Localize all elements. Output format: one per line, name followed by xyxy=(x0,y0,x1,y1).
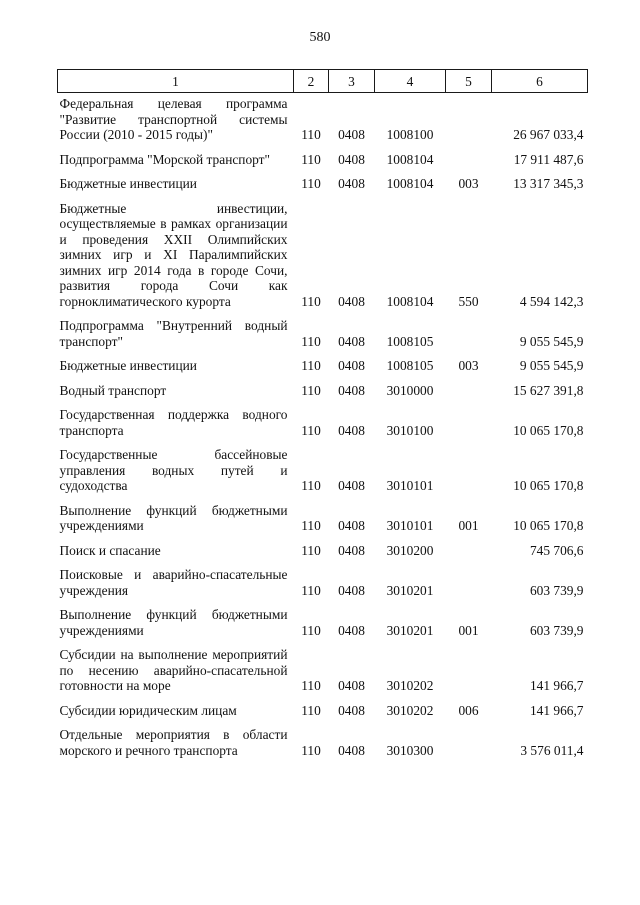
row-amount: 603 739,9 xyxy=(529,582,584,598)
row-code-5 xyxy=(446,640,492,696)
row-description: Федеральная целевая программа "Развитие транспортной системы России (2010 - 2015 годы)" xyxy=(59,96,288,142)
row-description: Бюджетные инвестиции xyxy=(59,358,197,373)
row-description: Субсидии юридическим лицам xyxy=(59,702,237,718)
row-description: Выполнение функций бюджетными учреждениями xyxy=(59,607,288,638)
row-code-3: 0408 xyxy=(338,422,365,438)
row-code-3: 0408 xyxy=(338,382,365,398)
table-row xyxy=(58,169,588,194)
row-amount: 4 594 142,3 xyxy=(519,293,584,309)
row-code-5: 550 xyxy=(458,293,479,309)
row-code-3: 0408 xyxy=(338,151,365,167)
row-amount: 10 065 170,8 xyxy=(513,422,584,438)
header-col-4: 4 xyxy=(375,70,446,93)
row-code-4: 1008104 xyxy=(386,176,434,191)
table-row xyxy=(58,536,588,561)
row-code-2: 110 xyxy=(301,127,321,142)
row-code-4: 1008104 xyxy=(386,293,434,309)
row-description: Государственные бассейновые управления водных путей и судоходства xyxy=(59,447,288,493)
table-row xyxy=(58,720,588,760)
table-row xyxy=(58,351,588,376)
row-code-5 xyxy=(446,93,492,145)
row-code-3: 0408 xyxy=(338,542,365,558)
row-code-5 xyxy=(446,311,492,351)
row-code-4: 3010101 xyxy=(386,478,434,493)
row-amount: 10 065 170,8 xyxy=(513,518,584,533)
row-code-5 xyxy=(446,720,492,760)
row-code-5 xyxy=(446,536,492,561)
header-col-3: 3 xyxy=(329,70,375,93)
row-code-2: 110 xyxy=(301,333,321,349)
table-row xyxy=(58,440,588,496)
row-amount: 17 911 487,6 xyxy=(513,151,584,167)
header-col-2: 2 xyxy=(294,70,329,93)
row-code-3: 0408 xyxy=(338,333,365,349)
row-code-3: 0408 xyxy=(338,702,365,718)
row-code-4: 1008105 xyxy=(386,358,434,373)
row-description: Государственная поддержка водного транспорта xyxy=(59,407,288,438)
row-code-5: 003 xyxy=(458,176,479,191)
row-code-4: 3010100 xyxy=(386,422,434,438)
row-code-2: 110 xyxy=(301,518,321,533)
row-description: Водный транспорт xyxy=(59,382,167,398)
header-col-6: 6 xyxy=(492,70,588,93)
page-number: 580 xyxy=(309,30,331,45)
row-description: Поисковые и аварийно-спасательные учреждения xyxy=(59,567,288,598)
row-amount: 745 706,6 xyxy=(529,542,584,558)
row-code-4: 3010202 xyxy=(386,678,434,693)
row-code-4: 1008105 xyxy=(386,333,434,349)
header-row xyxy=(58,70,588,93)
table-header xyxy=(58,70,588,93)
row-code-3: 0408 xyxy=(338,582,365,598)
row-code-2: 110 xyxy=(301,742,321,758)
row-amount: 141 966,7 xyxy=(529,702,584,718)
row-description: Отдельные мероприятия в области морского и речного транспорта xyxy=(59,727,288,758)
row-code-4: 3010200 xyxy=(386,542,434,558)
row-code-4: 3010000 xyxy=(386,382,434,398)
row-code-2: 110 xyxy=(301,622,321,638)
table-body xyxy=(58,93,588,761)
row-code-5 xyxy=(446,440,492,496)
row-code-5 xyxy=(446,376,492,401)
row-amount: 13 317 345,3 xyxy=(513,176,584,191)
row-code-2: 110 xyxy=(301,422,321,438)
row-code-3: 0408 xyxy=(338,742,365,758)
row-code-2: 110 xyxy=(301,478,321,493)
table-row xyxy=(58,145,588,170)
table-row xyxy=(58,400,588,440)
row-code-4: 3010202 xyxy=(386,702,434,718)
row-code-2: 110 xyxy=(301,542,321,558)
row-description: Бюджетные инвестиции xyxy=(59,176,197,191)
row-amount: 26 967 033,4 xyxy=(513,127,584,142)
row-amount: 9 055 545,9 xyxy=(519,333,584,349)
row-description: Поиск и спасание xyxy=(59,542,161,558)
row-code-4: 3010201 xyxy=(386,622,434,638)
row-code-3: 0408 xyxy=(338,127,365,142)
row-description: Бюджетные инвестиции, осуществляемые в рамках организации и проведения XXII Олимпийских зимних игр и XI Паралимпийских зимних игр 2014 года в городе Сочи, развития города Сочи как горноклиматического курорта xyxy=(59,200,288,309)
row-amount: 603 739,9 xyxy=(529,622,584,638)
row-code-5: 001 xyxy=(458,518,479,533)
row-code-5: 003 xyxy=(458,358,479,373)
row-code-3: 0408 xyxy=(338,358,365,373)
table-row xyxy=(58,496,588,536)
budget-table xyxy=(57,69,588,760)
row-code-5 xyxy=(446,560,492,600)
row-code-2: 110 xyxy=(301,702,321,718)
row-code-2: 110 xyxy=(301,176,321,191)
row-code-4: 3010101 xyxy=(386,518,434,533)
row-description: Субсидии на выполнение мероприятий по несению аварийно-спасательной готовности на море xyxy=(59,647,288,693)
row-amount: 9 055 545,9 xyxy=(519,358,584,373)
row-code-2: 110 xyxy=(301,151,321,167)
table-row xyxy=(58,560,588,600)
row-code-3: 0408 xyxy=(338,293,365,309)
row-code-4: 1008100 xyxy=(386,127,434,142)
row-amount: 15 627 391,8 xyxy=(513,382,584,398)
row-code-2: 110 xyxy=(301,358,321,373)
row-description: Выполнение функций бюджетными учреждениями xyxy=(59,502,288,533)
row-amount: 141 966,7 xyxy=(529,678,584,693)
table-row xyxy=(58,376,588,401)
row-code-3: 0408 xyxy=(338,518,365,533)
row-code-4: 3010300 xyxy=(386,742,434,758)
table-row xyxy=(58,600,588,640)
row-code-5: 001 xyxy=(458,622,479,638)
table-row xyxy=(58,696,588,721)
table-row xyxy=(58,640,588,696)
row-code-3: 0408 xyxy=(338,678,365,693)
row-code-2: 110 xyxy=(301,293,321,309)
table-row xyxy=(58,93,588,145)
row-code-5 xyxy=(446,400,492,440)
table-row xyxy=(58,311,588,351)
row-amount: 10 065 170,8 xyxy=(513,478,584,493)
row-code-2: 110 xyxy=(301,582,321,598)
row-code-5: 006 xyxy=(458,702,479,718)
row-description: Подпрограмма "Морской транспорт" xyxy=(59,151,270,167)
row-code-4: 1008104 xyxy=(386,151,434,167)
row-amount: 3 576 011,4 xyxy=(520,742,584,758)
row-code-2: 110 xyxy=(301,678,321,693)
row-code-3: 0408 xyxy=(338,176,365,191)
row-code-3: 0408 xyxy=(338,478,365,493)
row-code-3: 0408 xyxy=(338,622,365,638)
row-description: Подпрограмма "Внутренний водный транспорт" xyxy=(59,318,288,349)
header-col-1: 1 xyxy=(58,70,294,93)
row-code-2: 110 xyxy=(301,382,321,398)
header-col-5: 5 xyxy=(446,70,492,93)
table-row xyxy=(58,194,588,312)
row-code-5 xyxy=(446,145,492,170)
row-code-4: 3010201 xyxy=(386,582,434,598)
